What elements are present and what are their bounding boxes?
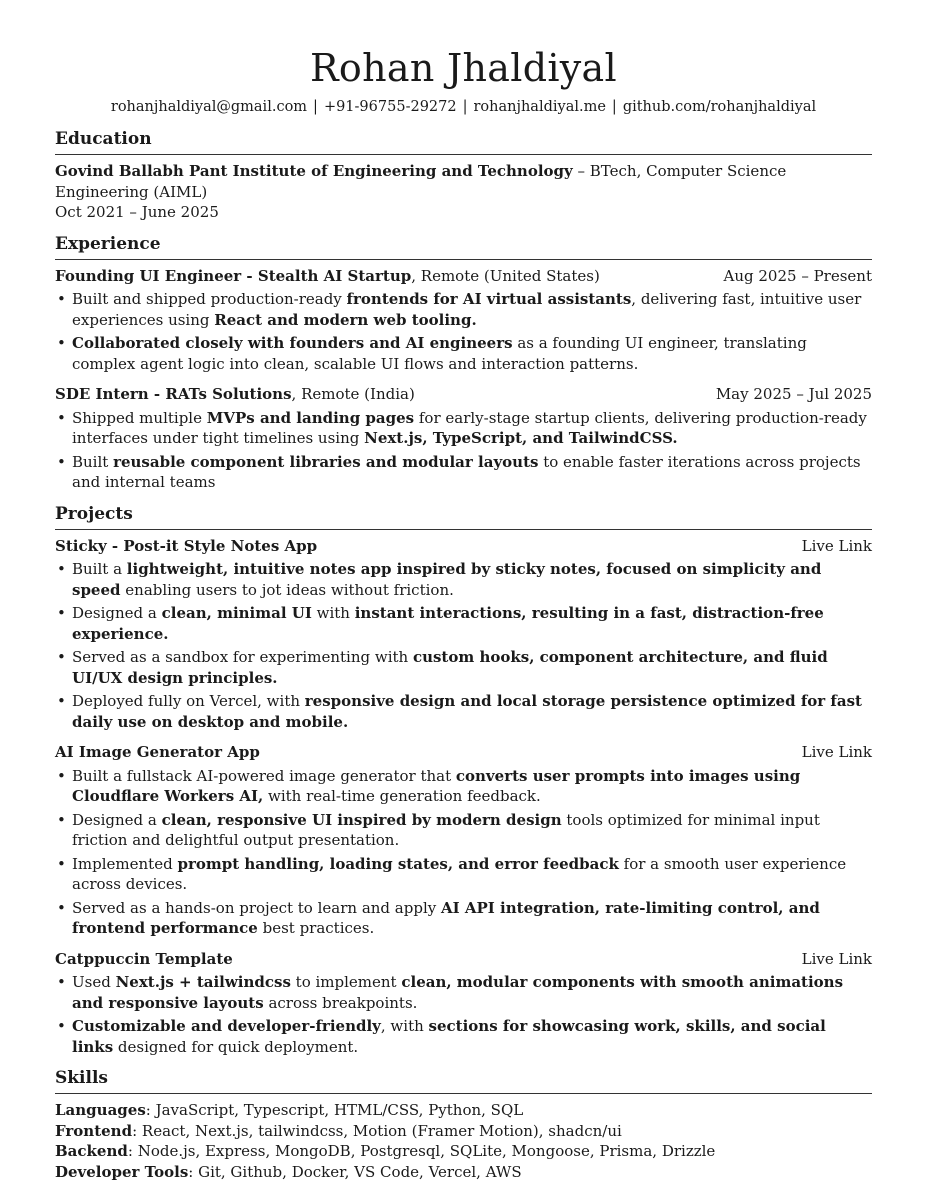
bullet-item	[55, 810, 872, 851]
project-entry	[55, 742, 872, 939]
job-location: , Remote (India)	[291, 385, 415, 403]
projects-section	[55, 503, 872, 1058]
bullet-item	[55, 559, 872, 600]
project-entry	[55, 536, 872, 733]
skill-category: Languages	[55, 1101, 146, 1119]
education-dates: Oct 2021 – June 2025	[55, 203, 219, 221]
bullet-item	[55, 854, 872, 895]
project-header	[55, 536, 872, 557]
skill-values: : React, Next.js, tailwindcss, Motion (Framer Motion), shadcn/ui	[132, 1121, 622, 1140]
text: to implement	[290, 973, 402, 991]
bullet-list	[55, 289, 872, 374]
live-link[interactable]: Live Link	[801, 743, 872, 761]
bold-text: MVPs and landing pages	[206, 408, 415, 427]
bullet-item	[55, 691, 872, 732]
bold-text: Collaborated closely with founders and AI engineers	[72, 334, 513, 352]
projects-body	[55, 536, 872, 1058]
text: Designed a	[72, 604, 162, 622]
bold-text: responsive design and local storage persistence optimized for fast daily use on desktop and mobile.	[72, 692, 862, 731]
education-section	[55, 128, 872, 223]
text: , delivering fast, intuitive user experiences using	[72, 290, 862, 329]
bold-text: clean, responsive UI inspired by modern design	[161, 810, 562, 829]
bold-text: clean, modular components with smooth animations and responsive layouts	[72, 973, 844, 1012]
text: Deployed fully on Vercel, with	[72, 692, 305, 710]
project-header	[55, 949, 872, 970]
bold-text: Next.js + tailwindcss	[115, 973, 291, 991]
bullet-item	[55, 1016, 872, 1057]
skills-line	[55, 1100, 872, 1121]
bold-text: sections for showcasing work, skills, and social links	[72, 1017, 826, 1056]
bold-text: reusable component libraries and modular layouts	[113, 452, 539, 471]
bold-text: React and modern web tooling.	[214, 310, 477, 329]
skills-line	[55, 1162, 872, 1183]
email-link[interactable]: rohanjhaldiyal@gmail.com	[110, 99, 308, 115]
bullet-list	[55, 408, 872, 493]
job-role: SDE Intern - RATs Solutions	[55, 385, 292, 403]
education-body	[55, 161, 872, 223]
experience-section	[55, 233, 872, 493]
bold-text: clean, minimal UI	[161, 604, 312, 622]
project-entry	[55, 949, 872, 1058]
phone-number: +91-96755-29272	[323, 99, 457, 115]
experience-header	[55, 266, 872, 287]
text: enabling users to jot ideas without friction.	[120, 580, 454, 599]
skill-values: : Git, Github, Docker, VS Code, Vercel, AWS	[188, 1162, 522, 1181]
text: Built	[72, 452, 114, 471]
text: Implemented	[72, 854, 178, 873]
text: best practices.	[257, 919, 375, 937]
bullet-item	[55, 333, 872, 374]
github-link[interactable]: github.com/rohanjhaldiyal	[622, 99, 817, 115]
text: designed for quick deployment.	[113, 1037, 359, 1056]
bullet-item	[55, 898, 872, 939]
text: Built a fullstack AI-powered image generator that	[72, 766, 456, 785]
text: Served as a sandbox for experimenting with	[72, 648, 413, 666]
text: tools optimized for minimal input friction and delightful output presentation.	[72, 810, 820, 849]
project-name: Sticky - Post-it Style Notes App	[55, 536, 318, 555]
text: Built and shipped production-ready	[72, 290, 347, 308]
skills-body	[55, 1100, 872, 1182]
text: with	[311, 604, 355, 622]
education-line	[55, 161, 872, 202]
bold-text: instant interactions, resulting in a fast, distraction-free experience.	[72, 604, 824, 643]
bullet-item	[55, 289, 872, 330]
skill-category: Backend	[55, 1142, 128, 1160]
experience-title: Experience	[55, 233, 872, 260]
bold-text: frontends for AI virtual assistants	[346, 290, 632, 308]
contact-separator: |	[611, 99, 617, 115]
role-line	[55, 384, 415, 405]
skill-category: Developer Tools	[55, 1162, 189, 1181]
bold-text: prompt handling, loading states, and error feedback	[177, 854, 619, 873]
text: with real-time generation feedback.	[263, 787, 541, 805]
bullet-list	[55, 766, 872, 939]
text: for a smooth user experience across devices.	[72, 854, 847, 893]
bullet-item	[55, 766, 872, 807]
bullet-list	[55, 559, 872, 732]
education-title: Education	[55, 128, 872, 155]
text: , with	[380, 1017, 429, 1035]
skill-values: : Node.js, Express, MongoDB, Postgresql, SQLite, Mongoose, Prisma, Drizzle	[127, 1142, 716, 1160]
text: Served as a hands-on project to learn and apply	[72, 898, 441, 917]
project-header	[55, 742, 872, 763]
skill-category: Frontend	[55, 1121, 133, 1140]
project-name: Catppuccin Template	[55, 949, 233, 968]
skills-section	[55, 1067, 872, 1182]
job-location: , Remote (United States)	[411, 266, 600, 285]
projects-title: Projects	[55, 503, 872, 530]
institution-name: Govind Ballabh Pant Institute of Engineering and Technology	[55, 162, 573, 180]
bold-text: Customizable and developer-friendly	[72, 1017, 381, 1035]
text: across breakpoints.	[263, 993, 418, 1012]
job-dates: Aug 2025 – Present	[723, 266, 872, 285]
project-name: AI Image Generator App	[55, 743, 260, 761]
live-link[interactable]: Live Link	[801, 949, 872, 968]
role-line	[55, 266, 600, 287]
bullet-item	[55, 647, 872, 688]
text: Designed a	[72, 810, 162, 829]
text: as a founding UI engineer, translating complex agent logic into clean, scalable UI flows and interaction patterns.	[72, 334, 807, 373]
experience-header	[55, 384, 872, 405]
contact-separator: |	[313, 99, 318, 115]
experience-entry	[55, 384, 872, 493]
live-link[interactable]: Live Link	[801, 536, 872, 555]
bold-text: Next.js, TypeScript, and TailwindCSS.	[364, 429, 678, 447]
skills-line	[55, 1141, 872, 1162]
text: Shipped multiple	[72, 408, 207, 427]
contact-separator: |	[462, 99, 468, 115]
experience-body	[55, 266, 872, 493]
job-dates: May 2025 – Jul 2025	[715, 385, 872, 403]
bold-text: custom hooks, component architecture, and fluid UI/UX design principles.	[72, 648, 828, 687]
bold-text: lightweight, intuitive notes app inspired by sticky notes, focused on simplicity and speed	[72, 560, 822, 599]
bullet-list	[55, 972, 872, 1057]
bullet-item	[55, 603, 872, 644]
skills-line	[55, 1121, 872, 1142]
website-link[interactable]: rohanjhaldiyal.me	[473, 99, 606, 115]
text: Used	[72, 973, 116, 991]
text: Built a	[72, 560, 127, 578]
bold-text: converts user prompts into images using Cloudflare Workers AI,	[72, 766, 801, 805]
experience-entry	[55, 266, 872, 375]
contact-line	[55, 96, 872, 118]
resume-name: Rohan Jhaldiyal	[310, 46, 617, 90]
bold-text: AI API integration, rate-limiting control, and frontend performance	[72, 898, 820, 937]
skill-values: : JavaScript, Typescript, HTML/CSS, Python, SQL	[145, 1101, 524, 1119]
text: for early-stage startup clients, delivering production-ready interfaces under tight timelines using	[72, 408, 867, 447]
degree: – BTech, Computer Science Engineering (AIML)	[55, 162, 787, 201]
bullet-item	[55, 408, 872, 449]
skills-title: Skills	[55, 1067, 872, 1094]
job-role: Founding UI Engineer - Stealth AI Startup	[55, 266, 412, 285]
text: to enable faster iterations across projects and internal teams	[72, 452, 861, 491]
bullet-item	[55, 452, 872, 493]
bullet-item	[55, 972, 872, 1013]
